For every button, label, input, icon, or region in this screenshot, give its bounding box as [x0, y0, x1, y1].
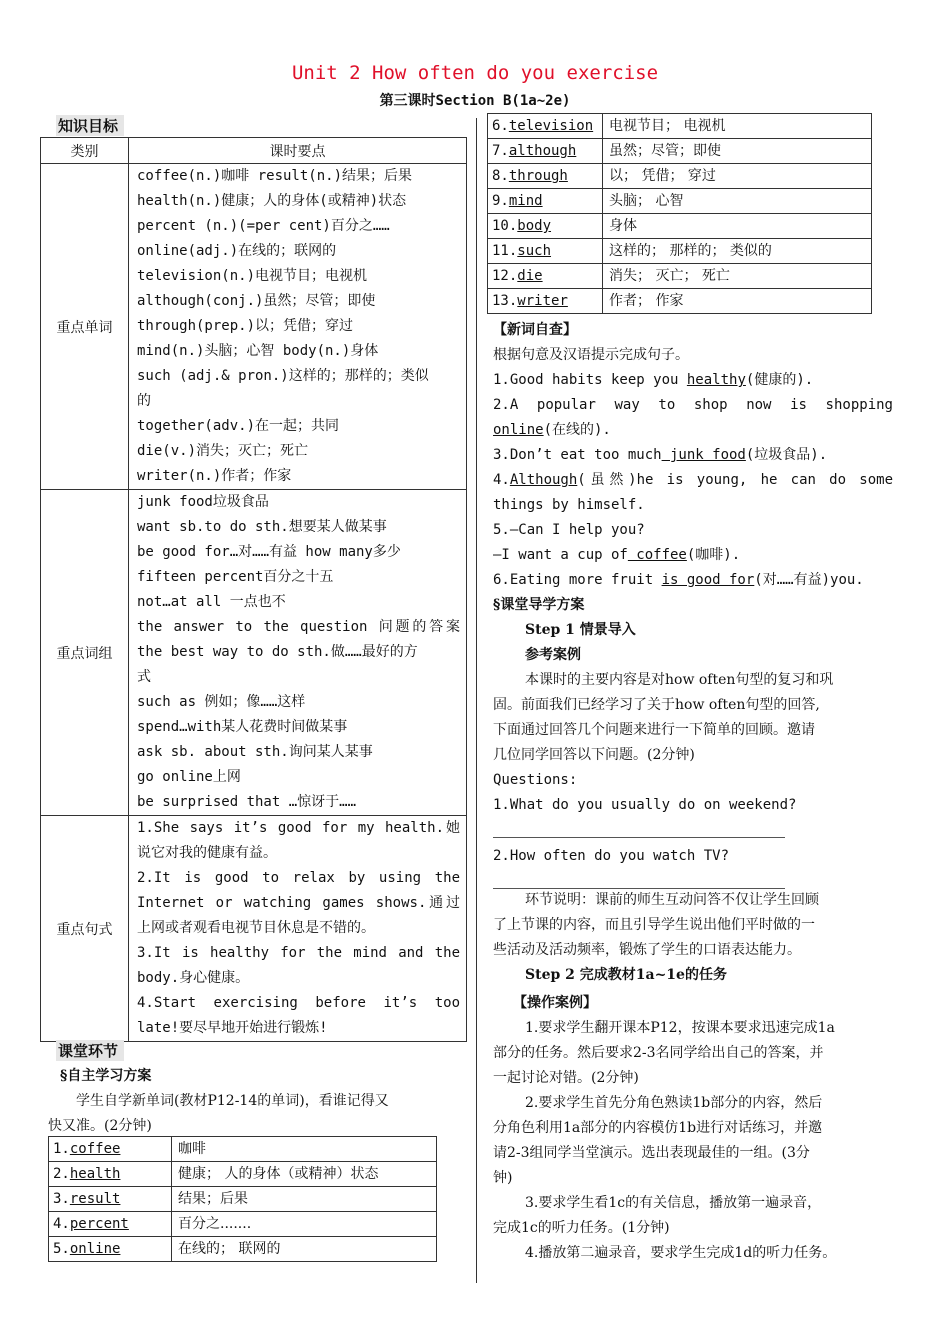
vocab-meaning: 百分之....... — [172, 1212, 437, 1237]
self-study-heading: §自主学习方案 — [60, 1068, 152, 1084]
vocab-word: result — [69, 1191, 121, 1207]
vocab-row — [488, 289, 872, 314]
exercise-text: —I want a cup of — [493, 547, 628, 563]
point-line: although(conj.)虽然；尽管；即使 — [137, 293, 376, 309]
point-line: go online上网 — [137, 769, 241, 785]
exercise-answer: online — [493, 422, 544, 438]
vocab-word-cell — [488, 264, 603, 289]
text-line: 环节说明：课前的师生互动问答不仅让学生回顾 — [525, 892, 819, 908]
exercise-line — [493, 443, 893, 468]
column-divider — [476, 118, 477, 1283]
vocab-word-cell — [488, 139, 603, 164]
exercise-line — [493, 468, 893, 493]
vocab-meaning: 消失； 灭亡； 死亡 — [603, 264, 872, 289]
vocab-word: online — [69, 1241, 121, 1257]
new-words-heading: 【新词自查】 — [493, 322, 577, 338]
exercise-answer: Although — [509, 472, 578, 488]
row-category: 重点单词 — [41, 164, 129, 490]
table-row — [41, 490, 467, 816]
vocab-row — [488, 139, 872, 164]
point-line: want sb.to do sth.想要某人做某事 — [137, 519, 387, 535]
vocab-word: percent — [69, 1216, 129, 1232]
vocab-row — [49, 1237, 437, 1262]
vocab-row — [488, 164, 872, 189]
knowledge-heading: 知识目标 — [56, 115, 124, 136]
vocab-number: 3. — [53, 1191, 70, 1207]
vocab-number: 9. — [492, 193, 509, 209]
point-line: 的 — [137, 393, 151, 409]
vocab-row — [488, 189, 872, 214]
exercise-line — [493, 493, 893, 518]
point-line: 3.It is healthy for the mind and the — [137, 945, 460, 961]
point-line: spend…with某人花费时间做某事 — [137, 719, 348, 735]
vocab-number: 13. — [492, 293, 518, 309]
point-line: 1.She says it’s good for my health.她 — [137, 820, 460, 836]
op-case-heading: 【操作案例】 — [513, 995, 597, 1011]
self-study-text: 学生自学新单词(教材P12-14的单词)，看谁记得又 — [76, 1093, 389, 1109]
vocab-meaning: 咖啡 — [172, 1137, 437, 1162]
vocab-number: 7. — [492, 143, 509, 159]
answer-line — [493, 836, 785, 838]
exercise-answer: healthy — [686, 372, 746, 388]
point-line: through(prep.)以；凭借；穿过 — [137, 318, 354, 334]
vocab-meaning: 作者； 作家 — [603, 289, 872, 314]
text-line: 请2-3组同学当堂演示。选出表现最佳的一组。(3分 — [493, 1145, 810, 1161]
point-line: fifteen percent百分之十五 — [137, 569, 334, 585]
key-points-table — [40, 137, 467, 1042]
step1-heading: Step 1 情景导入 — [525, 622, 636, 638]
point-line: be good for…对……有益 how many多少 — [137, 544, 401, 560]
vocab-meaning: 这样的； 那样的； 类似的 — [603, 239, 872, 264]
vocab-number: 1. — [53, 1141, 70, 1157]
vocab-word-cell — [488, 214, 603, 239]
class-heading: 课堂环节 — [56, 1040, 124, 1061]
vocab-word: health — [69, 1166, 121, 1182]
point-line: television(n.)电视节目；电视机 — [137, 268, 368, 284]
exercise-line — [493, 393, 893, 418]
exercise-list — [493, 368, 893, 593]
vocab-number: 10. — [492, 218, 518, 234]
vocab-word-cell — [49, 1187, 172, 1212]
point-line: online(adj.)在线的；联网的 — [137, 243, 337, 259]
vocab-row — [488, 114, 872, 139]
vocab-word: such — [517, 243, 552, 259]
exercise-text: (虽然)he is young, he can do some — [577, 472, 893, 488]
point-line: 式 — [137, 669, 151, 685]
questions-label: Questions: — [493, 772, 578, 788]
vocab-word: die — [517, 268, 543, 284]
text-line: 3.要求学生看1c的有关信息，播放第一遍录音， — [525, 1195, 822, 1211]
point-line: the answer to the question 问题的答案 — [137, 619, 460, 635]
vocab-word: coffee — [69, 1141, 121, 1157]
exercise-line — [493, 568, 893, 593]
text-line: 2.要求学生首先分角色熟读1b部分的内容，然后 — [525, 1095, 823, 1111]
vocab-word: although — [508, 143, 577, 159]
exercise-text: (对……有益)you. — [754, 572, 864, 588]
point-line: 上网或者观看电视节目休息是不错的。 — [137, 920, 375, 936]
page-title: Unit 2 How often do you exercise — [291, 62, 659, 84]
vocab-row — [49, 1187, 437, 1212]
point-line: writer(n.)作者；作家 — [137, 468, 292, 484]
vocab-table-right — [487, 113, 872, 314]
text-line: 分角色利用1a部分的内容模仿1b进行对话练习，并邀 — [493, 1120, 823, 1136]
vocab-word-cell — [49, 1212, 172, 1237]
self-study-section — [48, 1064, 462, 1139]
exercise-text: 5.—Can I help you? — [493, 522, 645, 538]
right-column — [493, 318, 893, 1266]
step2-text — [493, 1016, 893, 1266]
vocab-meaning: 结果；后果 — [172, 1187, 437, 1212]
exercise-line — [493, 543, 893, 568]
point-line: the best way to do sth.做……最好的方 — [137, 644, 418, 660]
row-content — [129, 816, 467, 1042]
vocab-meaning: 虽然；尽管；即使 — [603, 139, 872, 164]
vocab-row — [49, 1212, 437, 1237]
point-line: health(n.)健康；人的身体(或精神)状态 — [137, 193, 407, 209]
point-line: such as 例如；像……这样 — [137, 694, 306, 710]
point-line: body.身心健康。 — [137, 970, 250, 986]
table-row — [41, 816, 467, 1042]
text-line: 一起讨论对错。(2分钟) — [493, 1070, 639, 1086]
vocab-number: 6. — [492, 118, 509, 134]
point-line: 4.Start exercising before it’s too — [137, 995, 460, 1011]
exercise-text: 2.A popular way to shop now is shopping — [493, 397, 893, 413]
vocab-row — [49, 1162, 437, 1187]
vocab-number: 12. — [492, 268, 518, 284]
text-line: 1.要求学生翻开课本P12，按课本要求迅速完成1a — [525, 1020, 835, 1036]
text-line: 下面通过回答几个问题来进行一下简单的回顾。邀请 — [493, 722, 815, 738]
text-line: 固。前面我们已经学习了关于how often句型的回答, — [493, 697, 820, 713]
text-line: 4.播放第二遍录音，要求学生完成1d的听力任务。 — [525, 1245, 837, 1261]
vocab-word-cell — [488, 239, 603, 264]
vocab-word-cell — [488, 289, 603, 314]
point-line: ask sb. about sth.询问某人某事 — [137, 744, 373, 760]
vocab-row — [49, 1137, 437, 1162]
vocab-meaning: 头脑； 心智 — [603, 189, 872, 214]
header-category: 类别 — [41, 138, 129, 164]
point-line: mind(n.)头脑；心智 body(n.)身体 — [137, 343, 379, 359]
exercise-text: 3.Don’t eat too much — [493, 447, 662, 463]
vocab-row — [488, 239, 872, 264]
text-line: 些活动及活动频率，锻炼了学生的口语表达能力。 — [493, 942, 801, 958]
exercise-answer: is good for — [661, 572, 755, 588]
exercise-answer: coffee — [627, 547, 687, 563]
point-line: 2.It is good to relax by using the — [137, 870, 460, 886]
point-line: coffee(n.)咖啡 result(n.)结果；后果 — [137, 168, 413, 184]
vocab-word-cell — [488, 164, 603, 189]
vocab-number: 5. — [53, 1241, 70, 1257]
point-line: late!要尽早地开始进行锻炼! — [137, 1020, 328, 1036]
vocab-number: 4. — [53, 1216, 70, 1232]
step2-heading: Step 2 完成教材1a~1e的任务 — [525, 967, 727, 983]
exercise-text: (垃圾食品). — [745, 447, 828, 463]
text-line: 钟) — [493, 1170, 513, 1186]
question-1: 1.What do you usually do on weekend? — [493, 797, 797, 813]
point-line: junk food垃圾食品 — [137, 494, 269, 510]
vocab-row — [488, 214, 872, 239]
vocab-word-cell — [49, 1137, 172, 1162]
vocab-word: writer — [517, 293, 568, 309]
vocab-meaning: 以； 凭借； 穿过 — [603, 164, 872, 189]
ref-case-heading: 参考案例 — [525, 647, 581, 663]
point-line: be surprised that …惊讶于…… — [137, 794, 357, 810]
step1-text — [493, 668, 893, 768]
vocab-meaning: 电视节目； 电视机 — [603, 114, 872, 139]
point-line: together(adv.)在一起；共同 — [137, 418, 340, 434]
vocab-number: 8. — [492, 168, 509, 184]
text-line: 完成1c的听力任务。(1分钟) — [493, 1220, 670, 1236]
text-line: 部分的任务。然后要求2-3名同学给出自己的答案，并 — [493, 1045, 824, 1061]
vocab-table-left — [48, 1136, 437, 1262]
point-line: percent (n.)(=per cent)百分之…… — [137, 218, 390, 234]
row-category: 重点词组 — [41, 490, 129, 816]
new-words-intro: 根据句意及汉语提示完成句子。 — [493, 347, 689, 363]
exercise-text: (健康的). — [745, 372, 814, 388]
text-line: 了上节课的内容，而且引导学生说出他们平时做的一 — [493, 917, 815, 933]
vocab-word-cell — [49, 1162, 172, 1187]
exercise-answer: junk food — [661, 447, 746, 463]
vocab-number: 2. — [53, 1166, 70, 1182]
point-line: such (adj.& pron.)这样的；那样的；类似 — [137, 368, 429, 384]
exercise-text: (咖啡). — [686, 547, 741, 563]
row-content — [129, 490, 467, 816]
vocab-word: television — [508, 118, 594, 134]
vocab-word-cell — [49, 1237, 172, 1262]
question-2: 2.How often do you watch TV? — [493, 848, 730, 864]
vocab-meaning: 在线的； 联网的 — [172, 1237, 437, 1262]
point-line: Internet or watching games shows.通过 — [137, 895, 460, 911]
exercise-text: 6.Eating more fruit — [493, 572, 662, 588]
self-study-text: 快又准。(2分钟) — [48, 1118, 152, 1134]
exercise-line — [493, 518, 893, 543]
exercise-line — [493, 368, 893, 393]
vocab-word-cell — [488, 114, 603, 139]
vocab-meaning: 身体 — [603, 214, 872, 239]
text-line: 本课时的主要内容是对how often句型的复习和巩 — [525, 672, 834, 688]
vocab-number: 11. — [492, 243, 518, 259]
page-subtitle: 第三课时Section B(1a~2e) — [379, 93, 571, 109]
vocab-word-cell — [488, 189, 603, 214]
text-line: 几位同学回答以下问题。(2分钟) — [493, 747, 695, 763]
vocab-row — [488, 264, 872, 289]
table-header — [41, 138, 467, 164]
point-line: not…at all 一点也不 — [137, 594, 286, 610]
row-content — [129, 164, 467, 490]
vocab-meaning: 健康； 人的身体（或精神）状态 — [172, 1162, 437, 1187]
vocab-word: through — [508, 168, 568, 184]
guide-heading: §课堂导学方案 — [493, 597, 585, 613]
vocab-word: body — [517, 218, 552, 234]
point-line: die(v.)消失；灭亡；死亡 — [137, 443, 309, 459]
exercise-text: 4. — [493, 472, 510, 488]
exercise-line — [493, 418, 893, 443]
table-row — [41, 164, 467, 490]
exercise-text: things by himself. — [493, 497, 645, 513]
exercise-text: (在线的). — [543, 422, 611, 438]
vocab-word: mind — [508, 193, 543, 209]
row-category: 重点句式 — [41, 816, 129, 1042]
header-points: 课时要点 — [129, 138, 467, 164]
link-text — [493, 888, 893, 963]
point-line: 说它对我的健康有益。 — [137, 845, 277, 861]
exercise-text: 1.Good habits keep you — [493, 372, 687, 388]
